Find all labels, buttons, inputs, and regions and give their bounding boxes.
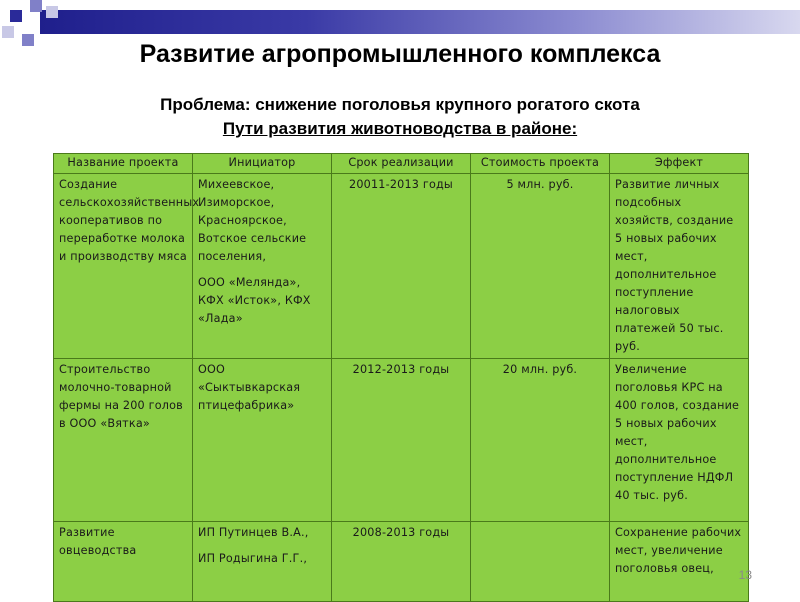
initiator-line: ООО «Сыктывкарская птицефабрика» [198, 363, 301, 412]
initiator-cell [193, 522, 332, 602]
decor-square [30, 0, 42, 12]
slide-title: Развитие агропромышленного комплекса [139, 40, 661, 68]
project-name-cell: Создание сельскохозяйственных кооперативов по переработке молока и производству мяса [54, 174, 193, 359]
cost-cell [471, 522, 610, 602]
initiator-line: ИП Путинцев В.А., [198, 526, 309, 539]
column-header: Эффект [610, 154, 749, 174]
column-header: Инициатор [193, 154, 332, 174]
problem-statement: Проблема: снижение поголовья крупного рогатого скота [160, 95, 640, 114]
initiator-line: Михеевское, Изиморское, Красноярское, Вотское сельские поселения, [198, 178, 307, 263]
page-number: 13 [738, 568, 752, 582]
cost-cell: 20 млн. руб. [471, 359, 610, 522]
table-row [54, 174, 749, 359]
project-name-cell: Строительство молочно-товарной фермы на 200 голов в ООО «Вятка» [54, 359, 193, 522]
effect-cell: Развитие личных подсобных хозяйств, создание 5 новых рабочих мест, дополнительное поступление налоговых платежей 50 тыс. руб. [610, 174, 749, 359]
term-cell: 20011-2013 годы [332, 174, 471, 359]
initiator-cell [193, 359, 332, 522]
table-header-row [54, 154, 749, 174]
projects-table [53, 153, 749, 602]
column-header: Срок реализации [332, 154, 471, 174]
decor-square [2, 26, 14, 38]
initiator-line: ИП Родыгина Г.Г., [198, 552, 308, 565]
cost-cell: 5 млн. руб. [471, 174, 610, 359]
initiator-line: ООО «Мелянда», КФХ «Исток», КФХ «Лада» [198, 276, 311, 325]
table-row [54, 522, 749, 602]
decor-square [10, 10, 22, 22]
term-cell: 2008-2013 годы [332, 522, 471, 602]
initiator-cell [193, 174, 332, 359]
column-header: Стоимость проекта [471, 154, 610, 174]
project-name-cell: Развитие овцеводства [54, 522, 193, 602]
column-header: Название проекта [54, 154, 193, 174]
term-cell: 2012-2013 годы [332, 359, 471, 522]
header-gradient-bar [40, 10, 800, 34]
effect-cell: Увеличение поголовья КРС на 400 голов, создание 5 новых рабочих мест, дополнительное поступление НДФЛ 40 тыс. руб. [610, 359, 749, 522]
decor-square [46, 6, 58, 18]
table-row [54, 359, 749, 522]
effect-cell: Сохранение рабочих мест, увеличение поголовья овец, [610, 522, 749, 602]
section-subheading: Пути развития животноводства в районе: [222, 119, 578, 138]
